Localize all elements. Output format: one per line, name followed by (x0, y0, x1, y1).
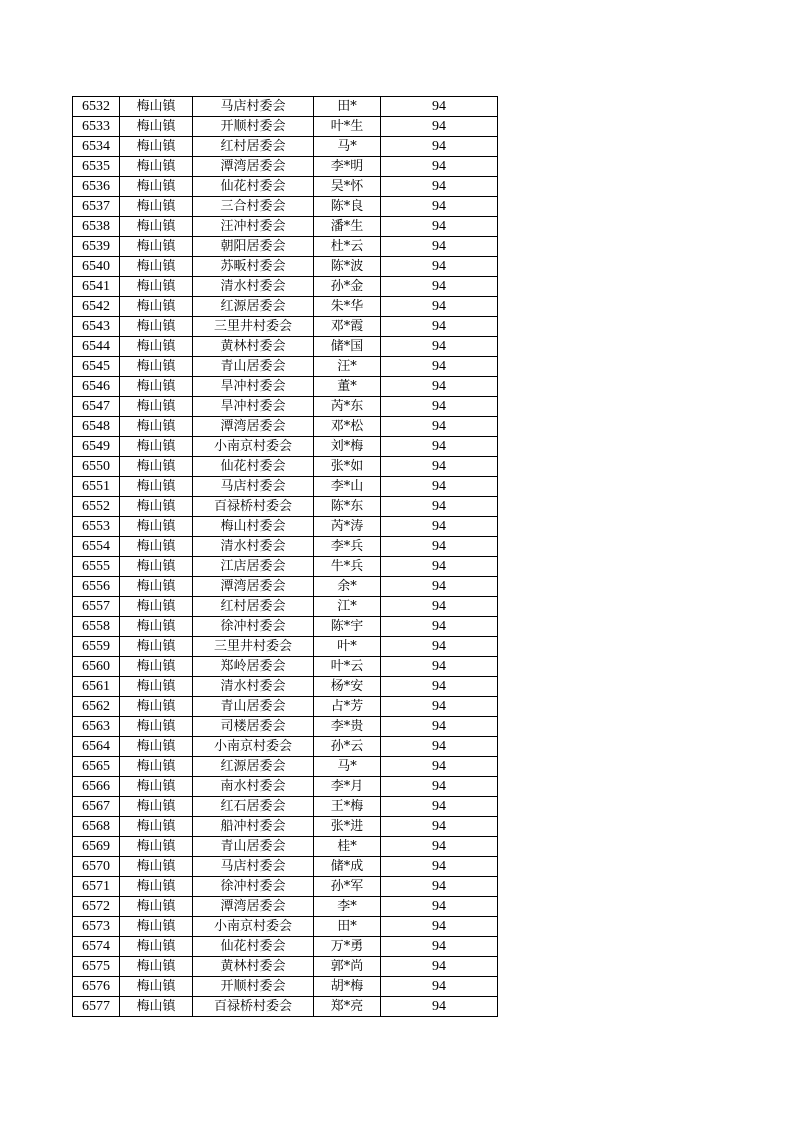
score-cell: 94 (381, 437, 498, 457)
row-number-cell: 6565 (73, 757, 120, 777)
score-cell: 94 (381, 997, 498, 1017)
table-row (73, 477, 498, 497)
village-committee-cell: 南水村委会 (193, 777, 314, 797)
village-committee-cell: 仙花村委会 (193, 937, 314, 957)
village-committee-cell: 红村居委会 (193, 137, 314, 157)
score-cell: 94 (381, 917, 498, 937)
row-number-cell: 6556 (73, 577, 120, 597)
table-row (73, 217, 498, 237)
score-cell: 94 (381, 737, 498, 757)
table-row (73, 977, 498, 997)
table-row (73, 157, 498, 177)
town-cell: 梅山镇 (120, 757, 193, 777)
score-cell: 94 (381, 937, 498, 957)
village-committee-cell: 船冲村委会 (193, 817, 314, 837)
village-committee-cell: 朝阳居委会 (193, 237, 314, 257)
town-cell: 梅山镇 (120, 97, 193, 117)
town-cell: 梅山镇 (120, 137, 193, 157)
table-row (73, 117, 498, 137)
roster-table (72, 96, 498, 1017)
person-name-cell: 陈*波 (314, 257, 381, 277)
score-cell: 94 (381, 157, 498, 177)
town-cell: 梅山镇 (120, 957, 193, 977)
table-row (73, 517, 498, 537)
table-row (73, 97, 498, 117)
village-committee-cell: 潭湾居委会 (193, 157, 314, 177)
village-committee-cell: 徐冲村委会 (193, 877, 314, 897)
town-cell: 梅山镇 (120, 237, 193, 257)
row-number-cell: 6548 (73, 417, 120, 437)
row-number-cell: 6544 (73, 337, 120, 357)
score-cell: 94 (381, 317, 498, 337)
person-name-cell: 郭*尚 (314, 957, 381, 977)
person-name-cell: 叶*生 (314, 117, 381, 137)
row-number-cell: 6575 (73, 957, 120, 977)
row-number-cell: 6560 (73, 657, 120, 677)
table-row (73, 137, 498, 157)
row-number-cell: 6552 (73, 497, 120, 517)
village-committee-cell: 开顺村委会 (193, 117, 314, 137)
village-committee-cell: 马店村委会 (193, 97, 314, 117)
person-name-cell: 刘*梅 (314, 437, 381, 457)
row-number-cell: 6574 (73, 937, 120, 957)
town-cell: 梅山镇 (120, 897, 193, 917)
person-name-cell: 芮*东 (314, 397, 381, 417)
row-number-cell: 6559 (73, 637, 120, 657)
table-row (73, 757, 498, 777)
person-name-cell: 吴*怀 (314, 177, 381, 197)
table-row (73, 997, 498, 1017)
table-row (73, 197, 498, 217)
score-cell: 94 (381, 397, 498, 417)
score-cell: 94 (381, 137, 498, 157)
person-name-cell: 马* (314, 757, 381, 777)
village-committee-cell: 潭湾居委会 (193, 577, 314, 597)
row-number-cell: 6561 (73, 677, 120, 697)
row-number-cell: 6554 (73, 537, 120, 557)
town-cell: 梅山镇 (120, 337, 193, 357)
town-cell: 梅山镇 (120, 937, 193, 957)
town-cell: 梅山镇 (120, 457, 193, 477)
score-cell: 94 (381, 357, 498, 377)
village-committee-cell: 青山居委会 (193, 357, 314, 377)
score-cell: 94 (381, 337, 498, 357)
score-cell: 94 (381, 817, 498, 837)
score-cell: 94 (381, 417, 498, 437)
town-cell: 梅山镇 (120, 717, 193, 737)
table-row (73, 857, 498, 877)
town-cell: 梅山镇 (120, 577, 193, 597)
table-row (73, 357, 498, 377)
table-row (73, 377, 498, 397)
town-cell: 梅山镇 (120, 657, 193, 677)
town-cell: 梅山镇 (120, 777, 193, 797)
person-name-cell: 叶*云 (314, 657, 381, 677)
village-committee-cell: 清水村委会 (193, 537, 314, 557)
score-cell: 94 (381, 957, 498, 977)
person-name-cell: 李*兵 (314, 537, 381, 557)
village-committee-cell: 小南京村委会 (193, 917, 314, 937)
person-name-cell: 张*进 (314, 817, 381, 837)
row-number-cell: 6557 (73, 597, 120, 617)
score-cell: 94 (381, 457, 498, 477)
score-cell: 94 (381, 677, 498, 697)
row-number-cell: 6566 (73, 777, 120, 797)
score-cell: 94 (381, 257, 498, 277)
row-number-cell: 6551 (73, 477, 120, 497)
score-cell: 94 (381, 237, 498, 257)
person-name-cell: 余* (314, 577, 381, 597)
village-committee-cell: 开顺村委会 (193, 977, 314, 997)
score-cell: 94 (381, 557, 498, 577)
row-number-cell: 6546 (73, 377, 120, 397)
town-cell: 梅山镇 (120, 317, 193, 337)
row-number-cell: 6563 (73, 717, 120, 737)
town-cell: 梅山镇 (120, 157, 193, 177)
person-name-cell: 孙*云 (314, 737, 381, 757)
person-name-cell: 孙*军 (314, 877, 381, 897)
table-row (73, 737, 498, 757)
row-number-cell: 6532 (73, 97, 120, 117)
row-number-cell: 6545 (73, 357, 120, 377)
town-cell: 梅山镇 (120, 877, 193, 897)
village-committee-cell: 三里井村委会 (193, 637, 314, 657)
person-name-cell: 李*贵 (314, 717, 381, 737)
table-row (73, 337, 498, 357)
village-committee-cell: 百禄桥村委会 (193, 997, 314, 1017)
table-row (73, 537, 498, 557)
person-name-cell: 叶* (314, 637, 381, 657)
score-cell: 94 (381, 777, 498, 797)
score-cell: 94 (381, 497, 498, 517)
town-cell: 梅山镇 (120, 677, 193, 697)
score-cell: 94 (381, 117, 498, 137)
row-number-cell: 6568 (73, 817, 120, 837)
person-name-cell: 孙*金 (314, 277, 381, 297)
row-number-cell: 6569 (73, 837, 120, 857)
town-cell: 梅山镇 (120, 917, 193, 937)
person-name-cell: 李*明 (314, 157, 381, 177)
score-cell: 94 (381, 197, 498, 217)
row-number-cell: 6549 (73, 437, 120, 457)
village-committee-cell: 马店村委会 (193, 477, 314, 497)
town-cell: 梅山镇 (120, 857, 193, 877)
row-number-cell: 6576 (73, 977, 120, 997)
person-name-cell: 李*月 (314, 777, 381, 797)
town-cell: 梅山镇 (120, 197, 193, 217)
table-row (73, 677, 498, 697)
score-cell: 94 (381, 477, 498, 497)
score-cell: 94 (381, 657, 498, 677)
table-row (73, 397, 498, 417)
person-name-cell: 汪* (314, 357, 381, 377)
table-row (73, 417, 498, 437)
person-name-cell: 胡*梅 (314, 977, 381, 997)
score-cell: 94 (381, 697, 498, 717)
village-committee-cell: 马店村委会 (193, 857, 314, 877)
town-cell: 梅山镇 (120, 497, 193, 517)
table-row (73, 177, 498, 197)
table-row (73, 817, 498, 837)
table-row (73, 257, 498, 277)
village-committee-cell: 仙花村委会 (193, 177, 314, 197)
village-committee-cell: 徐冲村委会 (193, 617, 314, 637)
row-number-cell: 6553 (73, 517, 120, 537)
town-cell: 梅山镇 (120, 637, 193, 657)
row-number-cell: 6537 (73, 197, 120, 217)
row-number-cell: 6573 (73, 917, 120, 937)
town-cell: 梅山镇 (120, 357, 193, 377)
score-cell: 94 (381, 637, 498, 657)
row-number-cell: 6543 (73, 317, 120, 337)
score-cell: 94 (381, 97, 498, 117)
village-committee-cell: 青山居委会 (193, 697, 314, 717)
person-name-cell: 杨*安 (314, 677, 381, 697)
town-cell: 梅山镇 (120, 417, 193, 437)
person-name-cell: 邓*松 (314, 417, 381, 437)
row-number-cell: 6571 (73, 877, 120, 897)
village-committee-cell: 三合村委会 (193, 197, 314, 217)
village-committee-cell: 潭湾居委会 (193, 417, 314, 437)
town-cell: 梅山镇 (120, 997, 193, 1017)
score-cell: 94 (381, 277, 498, 297)
person-name-cell: 储*国 (314, 337, 381, 357)
person-name-cell: 陈*东 (314, 497, 381, 517)
score-cell: 94 (381, 217, 498, 237)
village-committee-cell: 潭湾居委会 (193, 897, 314, 917)
person-name-cell: 朱*华 (314, 297, 381, 317)
town-cell: 梅山镇 (120, 297, 193, 317)
row-number-cell: 6541 (73, 277, 120, 297)
table-row (73, 497, 498, 517)
row-number-cell: 6555 (73, 557, 120, 577)
table-row (73, 957, 498, 977)
person-name-cell: 董* (314, 377, 381, 397)
village-committee-cell: 苏畈村委会 (193, 257, 314, 277)
score-cell: 94 (381, 177, 498, 197)
row-number-cell: 6577 (73, 997, 120, 1017)
score-cell: 94 (381, 537, 498, 557)
person-name-cell: 潘*生 (314, 217, 381, 237)
row-number-cell: 6558 (73, 617, 120, 637)
town-cell: 梅山镇 (120, 397, 193, 417)
village-committee-cell: 小南京村委会 (193, 737, 314, 757)
village-committee-cell: 仙花村委会 (193, 457, 314, 477)
town-cell: 梅山镇 (120, 817, 193, 837)
table-row (73, 277, 498, 297)
town-cell: 梅山镇 (120, 477, 193, 497)
score-cell: 94 (381, 597, 498, 617)
table-row (73, 657, 498, 677)
score-cell: 94 (381, 617, 498, 637)
village-committee-cell: 梅山村委会 (193, 517, 314, 537)
person-name-cell: 杜*云 (314, 237, 381, 257)
town-cell: 梅山镇 (120, 117, 193, 137)
table-row (73, 837, 498, 857)
table-row (73, 877, 498, 897)
row-number-cell: 6567 (73, 797, 120, 817)
town-cell: 梅山镇 (120, 277, 193, 297)
person-name-cell: 陈*宇 (314, 617, 381, 637)
person-name-cell: 李* (314, 897, 381, 917)
row-number-cell: 6540 (73, 257, 120, 277)
village-committee-cell: 百禄桥村委会 (193, 497, 314, 517)
person-name-cell: 张*如 (314, 457, 381, 477)
town-cell: 梅山镇 (120, 437, 193, 457)
table-row (73, 917, 498, 937)
score-cell: 94 (381, 377, 498, 397)
row-number-cell: 6542 (73, 297, 120, 317)
village-committee-cell: 郑岭居委会 (193, 657, 314, 677)
table-row (73, 237, 498, 257)
town-cell: 梅山镇 (120, 537, 193, 557)
village-committee-cell: 旱冲村委会 (193, 397, 314, 417)
person-name-cell: 李*山 (314, 477, 381, 497)
score-cell: 94 (381, 797, 498, 817)
score-cell: 94 (381, 517, 498, 537)
town-cell: 梅山镇 (120, 977, 193, 997)
town-cell: 梅山镇 (120, 837, 193, 857)
table-row (73, 437, 498, 457)
table-row (73, 577, 498, 597)
town-cell: 梅山镇 (120, 517, 193, 537)
table-row (73, 797, 498, 817)
person-name-cell: 芮*涛 (314, 517, 381, 537)
row-number-cell: 6535 (73, 157, 120, 177)
village-committee-cell: 红源居委会 (193, 757, 314, 777)
person-name-cell: 田* (314, 97, 381, 117)
row-number-cell: 6547 (73, 397, 120, 417)
town-cell: 梅山镇 (120, 597, 193, 617)
village-committee-cell: 汪冲村委会 (193, 217, 314, 237)
table-row (73, 777, 498, 797)
table-row (73, 557, 498, 577)
town-cell: 梅山镇 (120, 557, 193, 577)
person-name-cell: 王*梅 (314, 797, 381, 817)
score-cell: 94 (381, 977, 498, 997)
roster-table-body (73, 97, 498, 1017)
table-row (73, 937, 498, 957)
person-name-cell: 占*芳 (314, 697, 381, 717)
table-row (73, 617, 498, 637)
village-committee-cell: 旱冲村委会 (193, 377, 314, 397)
village-committee-cell: 红村居委会 (193, 597, 314, 617)
row-number-cell: 6533 (73, 117, 120, 137)
row-number-cell: 6538 (73, 217, 120, 237)
village-committee-cell: 青山居委会 (193, 837, 314, 857)
village-committee-cell: 江店居委会 (193, 557, 314, 577)
town-cell: 梅山镇 (120, 797, 193, 817)
person-name-cell: 邓*霞 (314, 317, 381, 337)
village-committee-cell: 清水村委会 (193, 677, 314, 697)
table-row (73, 717, 498, 737)
score-cell: 94 (381, 577, 498, 597)
person-name-cell: 万*勇 (314, 937, 381, 957)
score-cell: 94 (381, 837, 498, 857)
person-name-cell: 江* (314, 597, 381, 617)
person-name-cell: 桂* (314, 837, 381, 857)
village-committee-cell: 三里井村委会 (193, 317, 314, 337)
village-committee-cell: 黄林村委会 (193, 957, 314, 977)
town-cell: 梅山镇 (120, 177, 193, 197)
row-number-cell: 6570 (73, 857, 120, 877)
row-number-cell: 6550 (73, 457, 120, 477)
person-name-cell: 牛*兵 (314, 557, 381, 577)
table-row (73, 637, 498, 657)
town-cell: 梅山镇 (120, 257, 193, 277)
table-row (73, 697, 498, 717)
score-cell: 94 (381, 297, 498, 317)
table-row (73, 597, 498, 617)
village-committee-cell: 红石居委会 (193, 797, 314, 817)
village-committee-cell: 司楼居委会 (193, 717, 314, 737)
score-cell: 94 (381, 857, 498, 877)
person-name-cell: 储*成 (314, 857, 381, 877)
person-name-cell: 郑*亮 (314, 997, 381, 1017)
table-row (73, 317, 498, 337)
town-cell: 梅山镇 (120, 737, 193, 757)
row-number-cell: 6572 (73, 897, 120, 917)
table-row (73, 457, 498, 477)
table-row (73, 897, 498, 917)
table-row (73, 297, 498, 317)
town-cell: 梅山镇 (120, 697, 193, 717)
town-cell: 梅山镇 (120, 217, 193, 237)
row-number-cell: 6534 (73, 137, 120, 157)
row-number-cell: 6539 (73, 237, 120, 257)
village-committee-cell: 红源居委会 (193, 297, 314, 317)
village-committee-cell: 小南京村委会 (193, 437, 314, 457)
village-committee-cell: 黄林村委会 (193, 337, 314, 357)
person-name-cell: 田* (314, 917, 381, 937)
person-name-cell: 陈*良 (314, 197, 381, 217)
town-cell: 梅山镇 (120, 377, 193, 397)
score-cell: 94 (381, 877, 498, 897)
row-number-cell: 6564 (73, 737, 120, 757)
score-cell: 94 (381, 757, 498, 777)
row-number-cell: 6536 (73, 177, 120, 197)
score-cell: 94 (381, 717, 498, 737)
row-number-cell: 6562 (73, 697, 120, 717)
village-committee-cell: 清水村委会 (193, 277, 314, 297)
person-name-cell: 马* (314, 137, 381, 157)
score-cell: 94 (381, 897, 498, 917)
town-cell: 梅山镇 (120, 617, 193, 637)
